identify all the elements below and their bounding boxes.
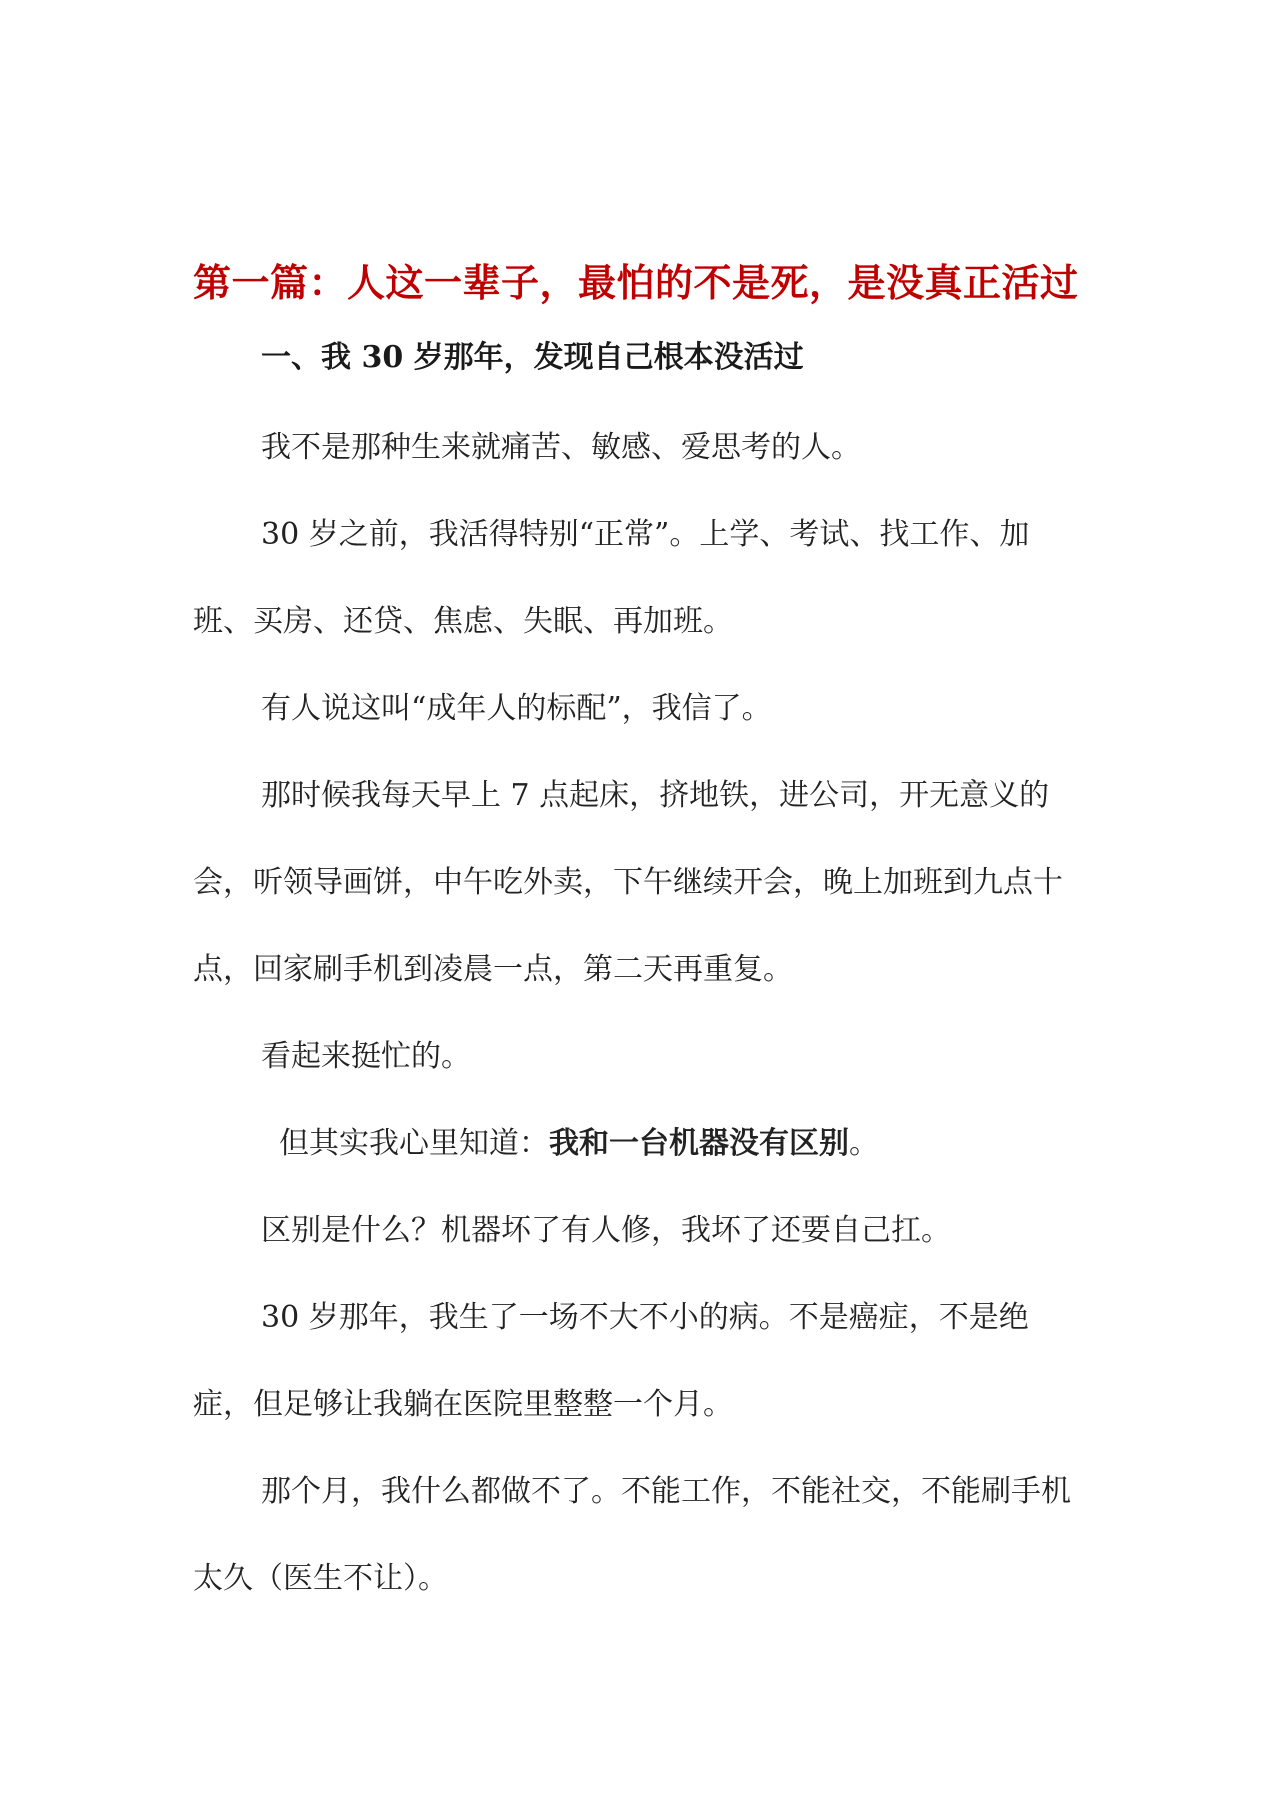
paragraph-4: 那时候我每天早上 7 点起床，挤地铁，进公司，开无意义的会，听领导画饼，中午吃外卖，下午继续开会，晚上加班到九点十点，回家刷手机到凌晨一点，第二天再重复。 [193,778,1063,987]
paragraph-6-end: 。 [849,1126,879,1161]
paragraph-9: 那个月，我什么都做不了。不能工作，不能社交，不能刷手机太久（医生不让）。 [193,1474,1071,1596]
paragraph-3: 有人说这叫“成年人的标配”，我信了。 [261,691,772,726]
paragraph-6-emphasis: 我和一台机器没有区别 [549,1126,849,1161]
document-body [193,252,1083,1622]
document-title: 第一篇：人这一辈子，最怕的不是死，是没真正活过 [193,260,1079,305]
paragraph-8: 30 岁那年，我生了一场不大不小的病。不是癌症，不是绝症，但足够让我躺在医院里整整一个月。 [193,1300,1029,1422]
paragraph-5: 看起来挺忙的。 [261,1039,471,1074]
paragraph-1: 我不是那种生来就痛苦、敏感、爱思考的人。 [261,430,861,465]
paragraph-6 [193,1100,1083,1187]
section-heading: 一、我 30 岁那年，发现自己根本没活过 [261,340,804,375]
paragraph-7: 区别是什么？机器坏了有人修，我坏了还要自己扛。 [261,1213,951,1248]
paragraph-6-lead: 但其实我心里知道： [279,1126,549,1161]
paragraph-2: 30 岁之前，我活得特别“正常”。上学、考试、找工作、加班、买房、还贷、焦虑、失眠、再加班。 [193,517,1030,639]
